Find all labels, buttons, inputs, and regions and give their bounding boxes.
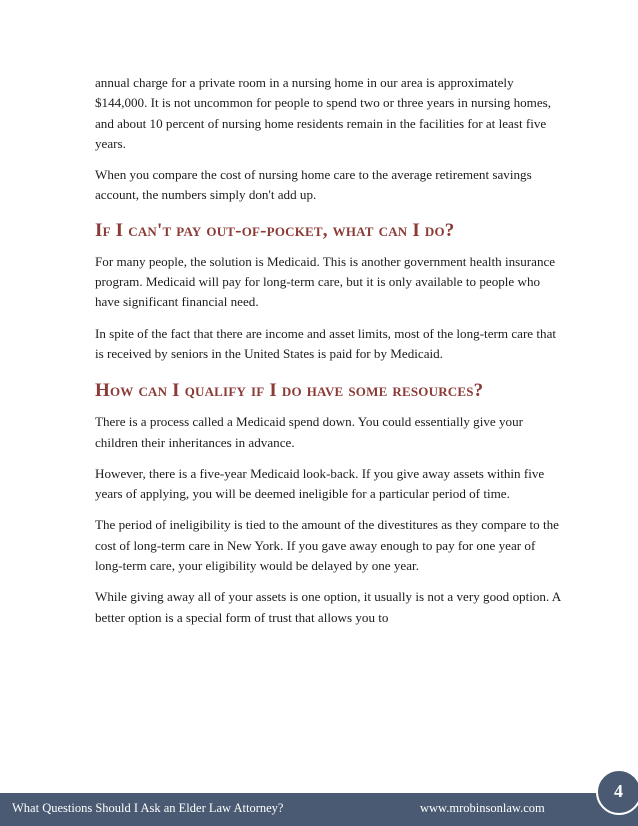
paragraph-trust-option: While giving away all of your assets is one option, it usually is not a very good option. A better option is a special form of trust that allows you to: [95, 589, 561, 625]
paragraph-medicaid-solution: For many people, the solution is Medicaid. This is another government health insurance program. Medicaid will pay for long-term care, but it is only available to people who have significant financial need.: [95, 253, 556, 310]
paragraph-spend-down: There is a process called a Medicaid spend down. You could essentially give your children their inheritances in advance.: [95, 414, 523, 450]
paragraph-ineligibility: The period of ineligibility is tied to the amount of the divestitures as they compare to the cost of long-term care in New York. If you gave away enough to pay for one year of long-term care, your eligibility would be delayed by one year.: [95, 517, 559, 574]
paragraph-income-limits: In spite of the fact that there are income and asset limits, most of the long-term care that is received by seniors in the United States is paid for by Medicaid.: [95, 325, 557, 361]
paragraph-retirement-savings: When you compare the cost of nursing home care to the average retirement savings account, the numbers simply don't add up.: [95, 167, 532, 203]
paragraph-look-back: However, there is a five-year Medicaid look-back. If you give away assets within five years of applying, you will be deemed ineligible for a particular period of time.: [95, 465, 545, 502]
page-number-badge: 4: [596, 769, 638, 815]
heading-qualify-resources: How can I qualify if I do have some resources?: [95, 380, 484, 402]
paragraph-nursing-cost: annual charge for a private room in a nursing home in our area is approximately $144,000. It is not uncommon for people to spend two or three years in nursing homes, and about 10 percent of nursing home residents remain in the facilities for at least five years.: [95, 75, 552, 151]
heading-out-of-pocket: If I can't pay out-of-pocket, what can I do?: [95, 219, 455, 241]
footer-url: www.mrobinsonlaw.com: [420, 801, 545, 815]
page-body: [95, 73, 565, 639]
footer-title: What Questions Should I Ask an Elder Law Attorney?: [12, 801, 284, 815]
